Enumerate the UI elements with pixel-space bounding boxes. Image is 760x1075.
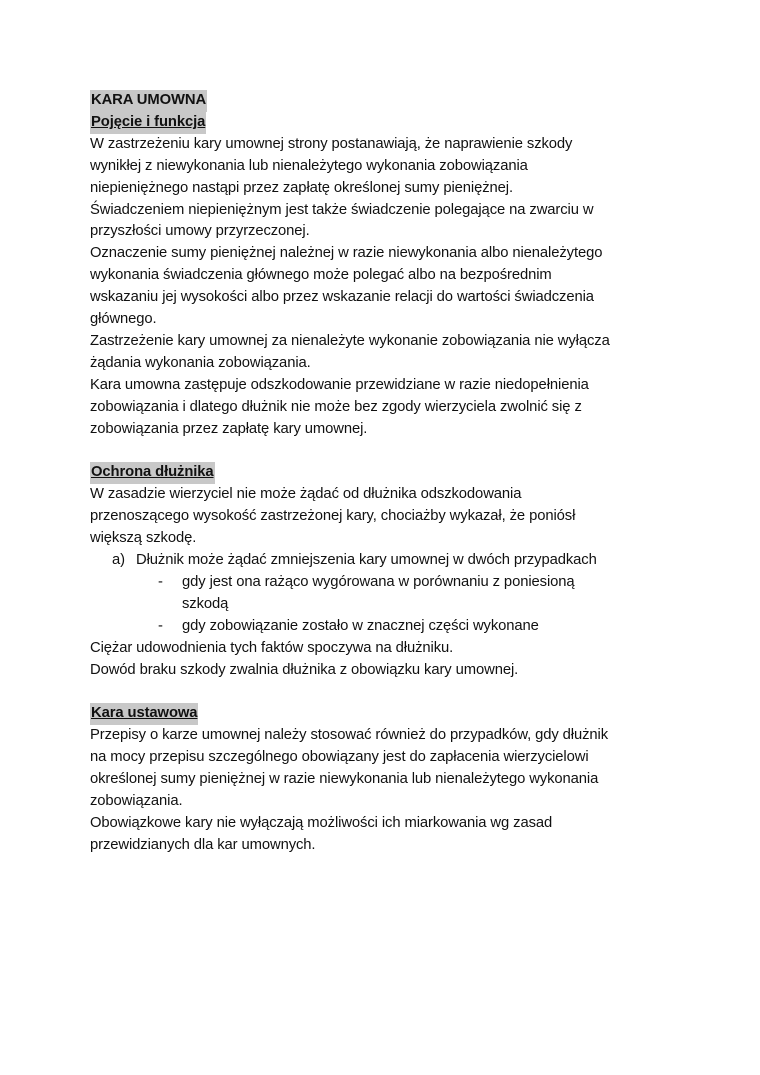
- paragraph-line: W zasadzie wierzyciel nie może żądać od dłużnika odszkodowania: [90, 486, 522, 503]
- dash-item-continuation: szkodą: [182, 595, 229, 612]
- paragraph-line: Dowód braku szkody zwalnia dłużnika z obowiązku kary umownej.: [90, 661, 519, 678]
- document-body: [90, 90, 680, 857]
- blank-line: [90, 681, 680, 703]
- list-item-text: Dłużnik może żądać zmniejszenia kary umownej w dwóch przypadkach: [136, 552, 597, 569]
- paragraph-line: zobowiązania przez zapłatę kary umownej.: [90, 420, 368, 437]
- section-heading-line: [90, 703, 680, 725]
- main-heading: KARA UMOWNA: [90, 90, 207, 112]
- paragraph-line: przewidzianych dla kar umownych.: [90, 836, 316, 853]
- paragraph-line: określonej sumy pieniężnej w razie niewykonania lub nienależytego wykonania: [90, 771, 599, 788]
- paragraph-line: W zastrzeżeniu kary umownej strony postanawiają, że naprawienie szkody: [90, 135, 573, 152]
- dash-item-text: gdy zobowiązanie zostało w znacznej części wykonane: [182, 617, 539, 634]
- blank-line: [90, 441, 680, 463]
- section-heading-line: [90, 462, 680, 484]
- dash-marker: -: [158, 617, 163, 634]
- dash-item-text: gdy jest ona rażąco wygórowana w porównaniu z poniesioną: [182, 573, 575, 590]
- section-heading-ochrona: Ochrona dłużnika: [90, 462, 215, 484]
- paragraph-line: wskazaniu jej wysokości albo przez wskazanie relacji do wartości świadczenia: [90, 289, 594, 306]
- paragraph-line: Ciężar udowodnienia tych faktów spoczywa na dłużniku.: [90, 639, 454, 656]
- paragraph-line: Świadczeniem niepieniężnym jest także świadczenie polegające na zwarciu w: [90, 201, 594, 218]
- main-heading-line: [90, 90, 680, 112]
- list-item-a: [90, 550, 680, 572]
- paragraph-line: Przepisy o karze umownej należy stosować również do przypadków, gdy dłużnik: [90, 727, 609, 744]
- paragraph-line: Obowiązkowe kary nie wyłączają możliwości ich miarkowania wg zasad: [90, 814, 553, 831]
- paragraph-line: zobowiązania.: [90, 792, 183, 809]
- dash-marker: -: [158, 573, 163, 590]
- paragraph-line: żądania wykonania zobowiązania.: [90, 354, 311, 371]
- list-marker: a): [112, 552, 125, 569]
- paragraph-line: przyszłości umowy przyrzeczonej.: [90, 223, 310, 240]
- dash-list-item: [90, 572, 680, 594]
- section-heading-kara-ustawowa: Kara ustawowa: [90, 703, 198, 725]
- paragraph-line: większą szkodę.: [90, 530, 197, 547]
- paragraph-line: niepieniężnego nastąpi przez zapłatę określonej sumy pieniężnej.: [90, 179, 513, 196]
- subheading-line: [90, 112, 680, 134]
- paragraph-line: Oznaczenie sumy pieniężnej należnej w razie niewykonania albo nienależytego: [90, 245, 603, 262]
- paragraph-line: na mocy przepisu szczególnego obowiązany jest do zapłacenia wierzycielowi: [90, 749, 589, 766]
- dash-list-item: [90, 616, 680, 638]
- paragraph-line: wynikłej z niewykonania lub nienależytego wykonania zobowiązania: [90, 157, 528, 174]
- paragraph-line: Zastrzeżenie kary umownej za nienależyte wykonanie zobowiązania nie wyłącza: [90, 332, 610, 349]
- paragraph-line: głównego.: [90, 311, 157, 328]
- paragraph-line: zobowiązania i dlatego dłużnik nie może bez zgody wierzyciela zwolnić się z: [90, 398, 582, 415]
- paragraph-line: przenoszącego wysokość zastrzeżonej kary, chociażby wykazał, że poniósł: [90, 508, 576, 525]
- paragraph-line: Kara umowna zastępuje odszkodowanie przewidziane w razie niedopełnienia: [90, 376, 589, 393]
- paragraph-line: wykonania świadczenia głównego może polegać albo na bezpośrednim: [90, 267, 552, 284]
- subheading-pojecie: Pojęcie i funkcja: [90, 112, 206, 134]
